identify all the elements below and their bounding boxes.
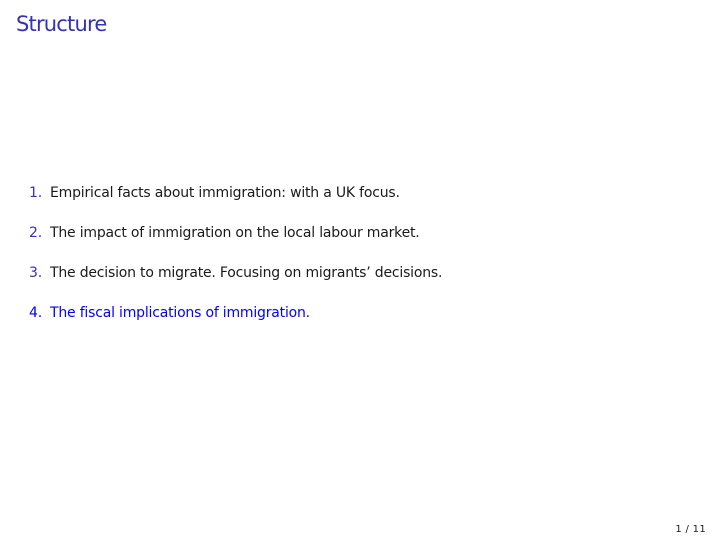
agenda-list bbox=[29, 183, 689, 343]
page-number: 1 / 11 bbox=[675, 524, 706, 535]
agenda-item-3 bbox=[29, 263, 689, 303]
agenda-item-text: The decision to migrate. Focusing on migrants’ decisions. bbox=[50, 265, 443, 281]
agenda-item-number: 1. bbox=[29, 185, 42, 201]
agenda-item-number: 3. bbox=[29, 265, 42, 281]
agenda-item-text: The impact of immigration on the local labour market. bbox=[50, 225, 420, 241]
agenda-item-number: 4. bbox=[29, 305, 42, 321]
agenda-item-2 bbox=[29, 223, 689, 263]
agenda-item-text: The fiscal implications of immigration. bbox=[50, 305, 310, 321]
agenda-item-1 bbox=[29, 183, 689, 223]
agenda-item-text: Empirical facts about immigration: with a UK focus. bbox=[50, 185, 400, 201]
agenda-item-number: 2. bbox=[29, 225, 42, 241]
slide-title: Structure bbox=[16, 12, 107, 36]
agenda-item-4-current bbox=[29, 303, 689, 343]
